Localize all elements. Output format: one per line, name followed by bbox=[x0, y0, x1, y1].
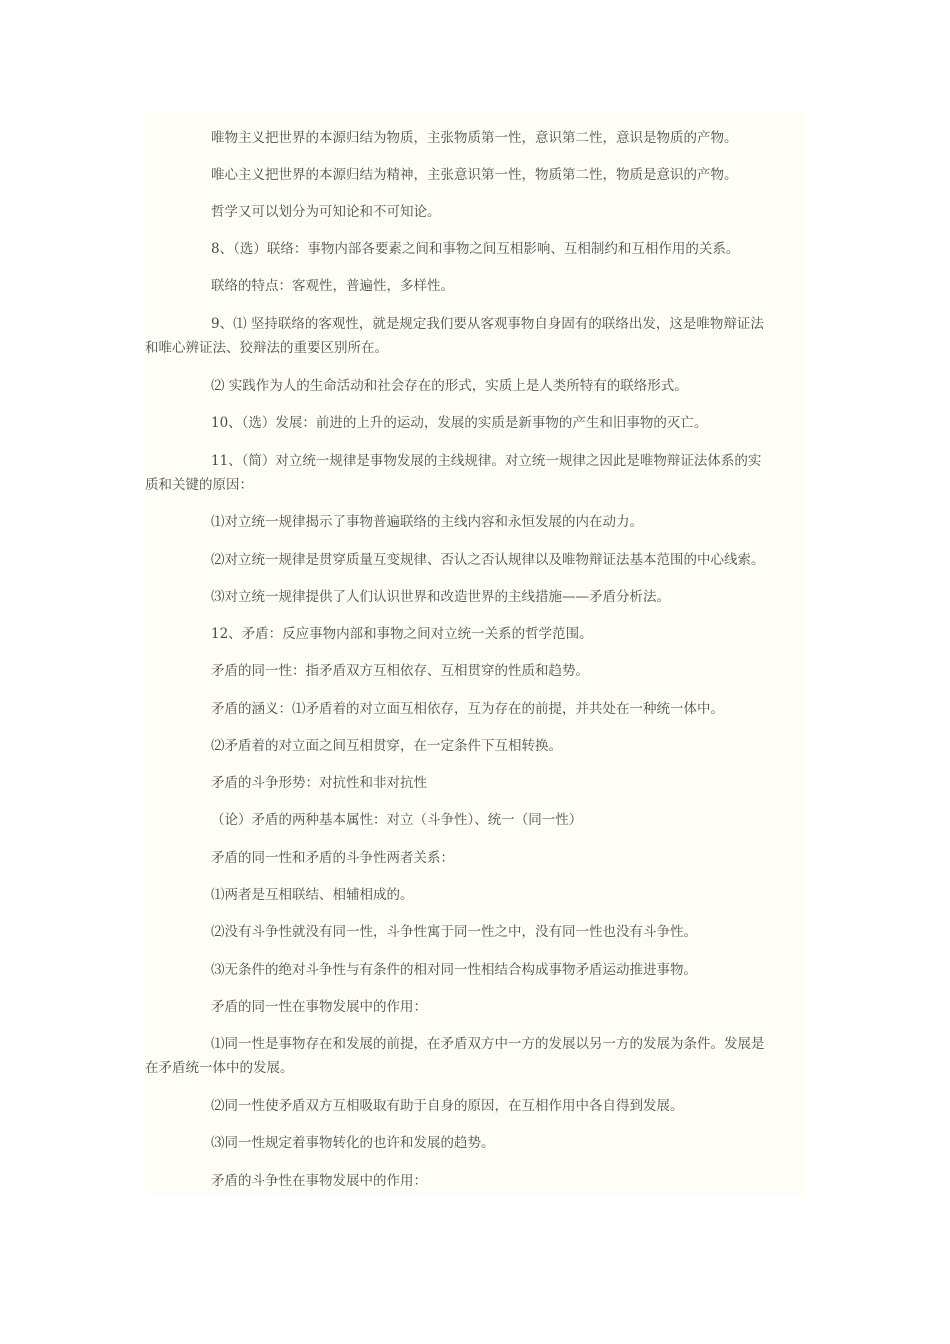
paragraph bbox=[145, 1094, 806, 1118]
paragraph-line: ⑴对立统一规律揭示了事物普遍联络的主线内容和永恒发展的内在动力。 bbox=[211, 514, 643, 530]
paragraph bbox=[145, 622, 806, 646]
paragraph-line: 哲学又可以划分为可知论和不可知论。 bbox=[211, 204, 441, 220]
paragraph bbox=[145, 846, 806, 870]
paragraph-line: 12、矛盾：反应事物内部和事物之间对立统一关系的哲学范围。 bbox=[211, 626, 593, 642]
paragraph bbox=[145, 312, 806, 360]
paragraph-line: ⑶无条件的绝对斗争性与有条件的相对同一性相结合构成事物矛盾运动推进事物。 bbox=[211, 962, 697, 978]
paragraph bbox=[145, 126, 806, 150]
paragraph bbox=[145, 883, 806, 907]
paragraph bbox=[145, 659, 806, 683]
paragraph-line: ⑴同一性是事物存在和发展的前提，在矛盾双方中一方的发展以另一方的发展为条件。发展是 bbox=[211, 1036, 765, 1052]
paragraph-line: ⑵没有斗争性就没有同一性，斗争性寓于同一性之中，没有同一性也没有斗争性。 bbox=[211, 924, 697, 940]
paragraph-line: 矛盾的斗争性在事物发展中的作用： bbox=[211, 1173, 427, 1189]
paragraph-line: 9、⑴ 坚持联络的客观性，就是规定我们要从客观事物自身固有的联络出发，这是唯物辩证法 bbox=[211, 316, 764, 332]
paragraph-line: ⑵同一性使矛盾双方互相吸取有助于自身的原因，在互相作用中各自得到发展。 bbox=[211, 1098, 684, 1114]
paragraph bbox=[145, 163, 806, 187]
paragraph bbox=[145, 1169, 806, 1193]
paragraph bbox=[145, 374, 806, 398]
paragraph bbox=[145, 237, 806, 261]
paragraph-line: 矛盾的同一性在事物发展中的作用： bbox=[211, 999, 427, 1015]
paragraph-line: 质和关键的原因： bbox=[145, 477, 253, 493]
paragraph-line: 联络的特点：客观性，普遍性，多样性。 bbox=[211, 278, 454, 294]
paragraph-line: ⑵对立统一规律是贯穿质量互变规律、否认之否认规律以及唯物辩证法基本范围的中心线索。 bbox=[211, 552, 765, 568]
paragraph bbox=[145, 958, 806, 982]
paragraph bbox=[145, 697, 806, 721]
paragraph-line: ⑴两者是互相联结、相辅相成的。 bbox=[211, 887, 414, 903]
paragraph bbox=[145, 200, 806, 224]
paragraph bbox=[145, 808, 806, 832]
paragraph-line: 8、（选）联络：事物内部各要素之间和事物之间互相影响、互相制约和互相作用的关系。 bbox=[211, 241, 740, 257]
paragraph-line: 在矛盾统一体中的发展。 bbox=[145, 1060, 294, 1076]
paragraph-line: ⑶对立统一规律提供了人们认识世界和改造世界的主线措施——矛盾分析法。 bbox=[211, 589, 670, 605]
paragraph-line: 11、（简）对立统一规律是事物发展的主线规律。对立统一规律之因此是唯物辩证法体系的实 bbox=[211, 453, 762, 469]
paragraph-line: 矛盾的涵义：⑴矛盾着的对立面互相依存，互为存在的前提，并共处在一种统一体中。 bbox=[211, 701, 724, 717]
paragraph bbox=[145, 771, 806, 795]
paragraph-line: 和唯心辨证法、狡辩法的重要区别所在。 bbox=[145, 340, 388, 356]
paragraph-line: 矛盾的斗争形势：对抗性和非对抗性 bbox=[211, 775, 427, 791]
paragraph-line: ⑶同一性规定着事物转化的也许和发展的趋势。 bbox=[211, 1135, 495, 1151]
paragraph bbox=[145, 274, 806, 298]
paragraph-line: ⑵矛盾着的对立面之间互相贯穿，在一定条件下互相转换。 bbox=[211, 738, 562, 754]
paragraph-line: 10、（选）发展：前进的上升的运动，发展的实质是新事物的产生和旧事物的灭亡。 bbox=[211, 415, 708, 431]
paragraph bbox=[145, 449, 806, 497]
paragraph bbox=[145, 734, 806, 758]
paragraph bbox=[145, 920, 806, 944]
paragraph bbox=[145, 1032, 806, 1080]
paragraph-line: 矛盾的同一性和矛盾的斗争性两者关系： bbox=[211, 850, 454, 866]
paragraph bbox=[145, 1131, 806, 1155]
text-body bbox=[145, 112, 806, 1194]
paragraph-line: （论）矛盾的两种基本属性：对立（斗争性）、统一（同一性） bbox=[211, 812, 583, 828]
paragraph bbox=[145, 995, 806, 1019]
paragraph bbox=[145, 411, 806, 435]
paragraph-line: 唯心主义把世界的本源归结为精神，主张意识第一性，物质第二性，物质是意识的产物。 bbox=[211, 167, 738, 183]
paragraph bbox=[145, 585, 806, 609]
paragraph-line: 唯物主义把世界的本源归结为物质，主张物质第一性，意识第二性，意识是物质的产物。 bbox=[211, 130, 738, 146]
paragraph-line: 矛盾的同一性：指矛盾双方互相依存、互相贯穿的性质和趋势。 bbox=[211, 663, 589, 679]
paragraph bbox=[145, 548, 806, 572]
paragraph bbox=[145, 510, 806, 534]
paragraph-line: ⑵ 实践作为人的生命活动和社会存在的形式，实质上是人类所特有的联络形式。 bbox=[211, 378, 688, 394]
